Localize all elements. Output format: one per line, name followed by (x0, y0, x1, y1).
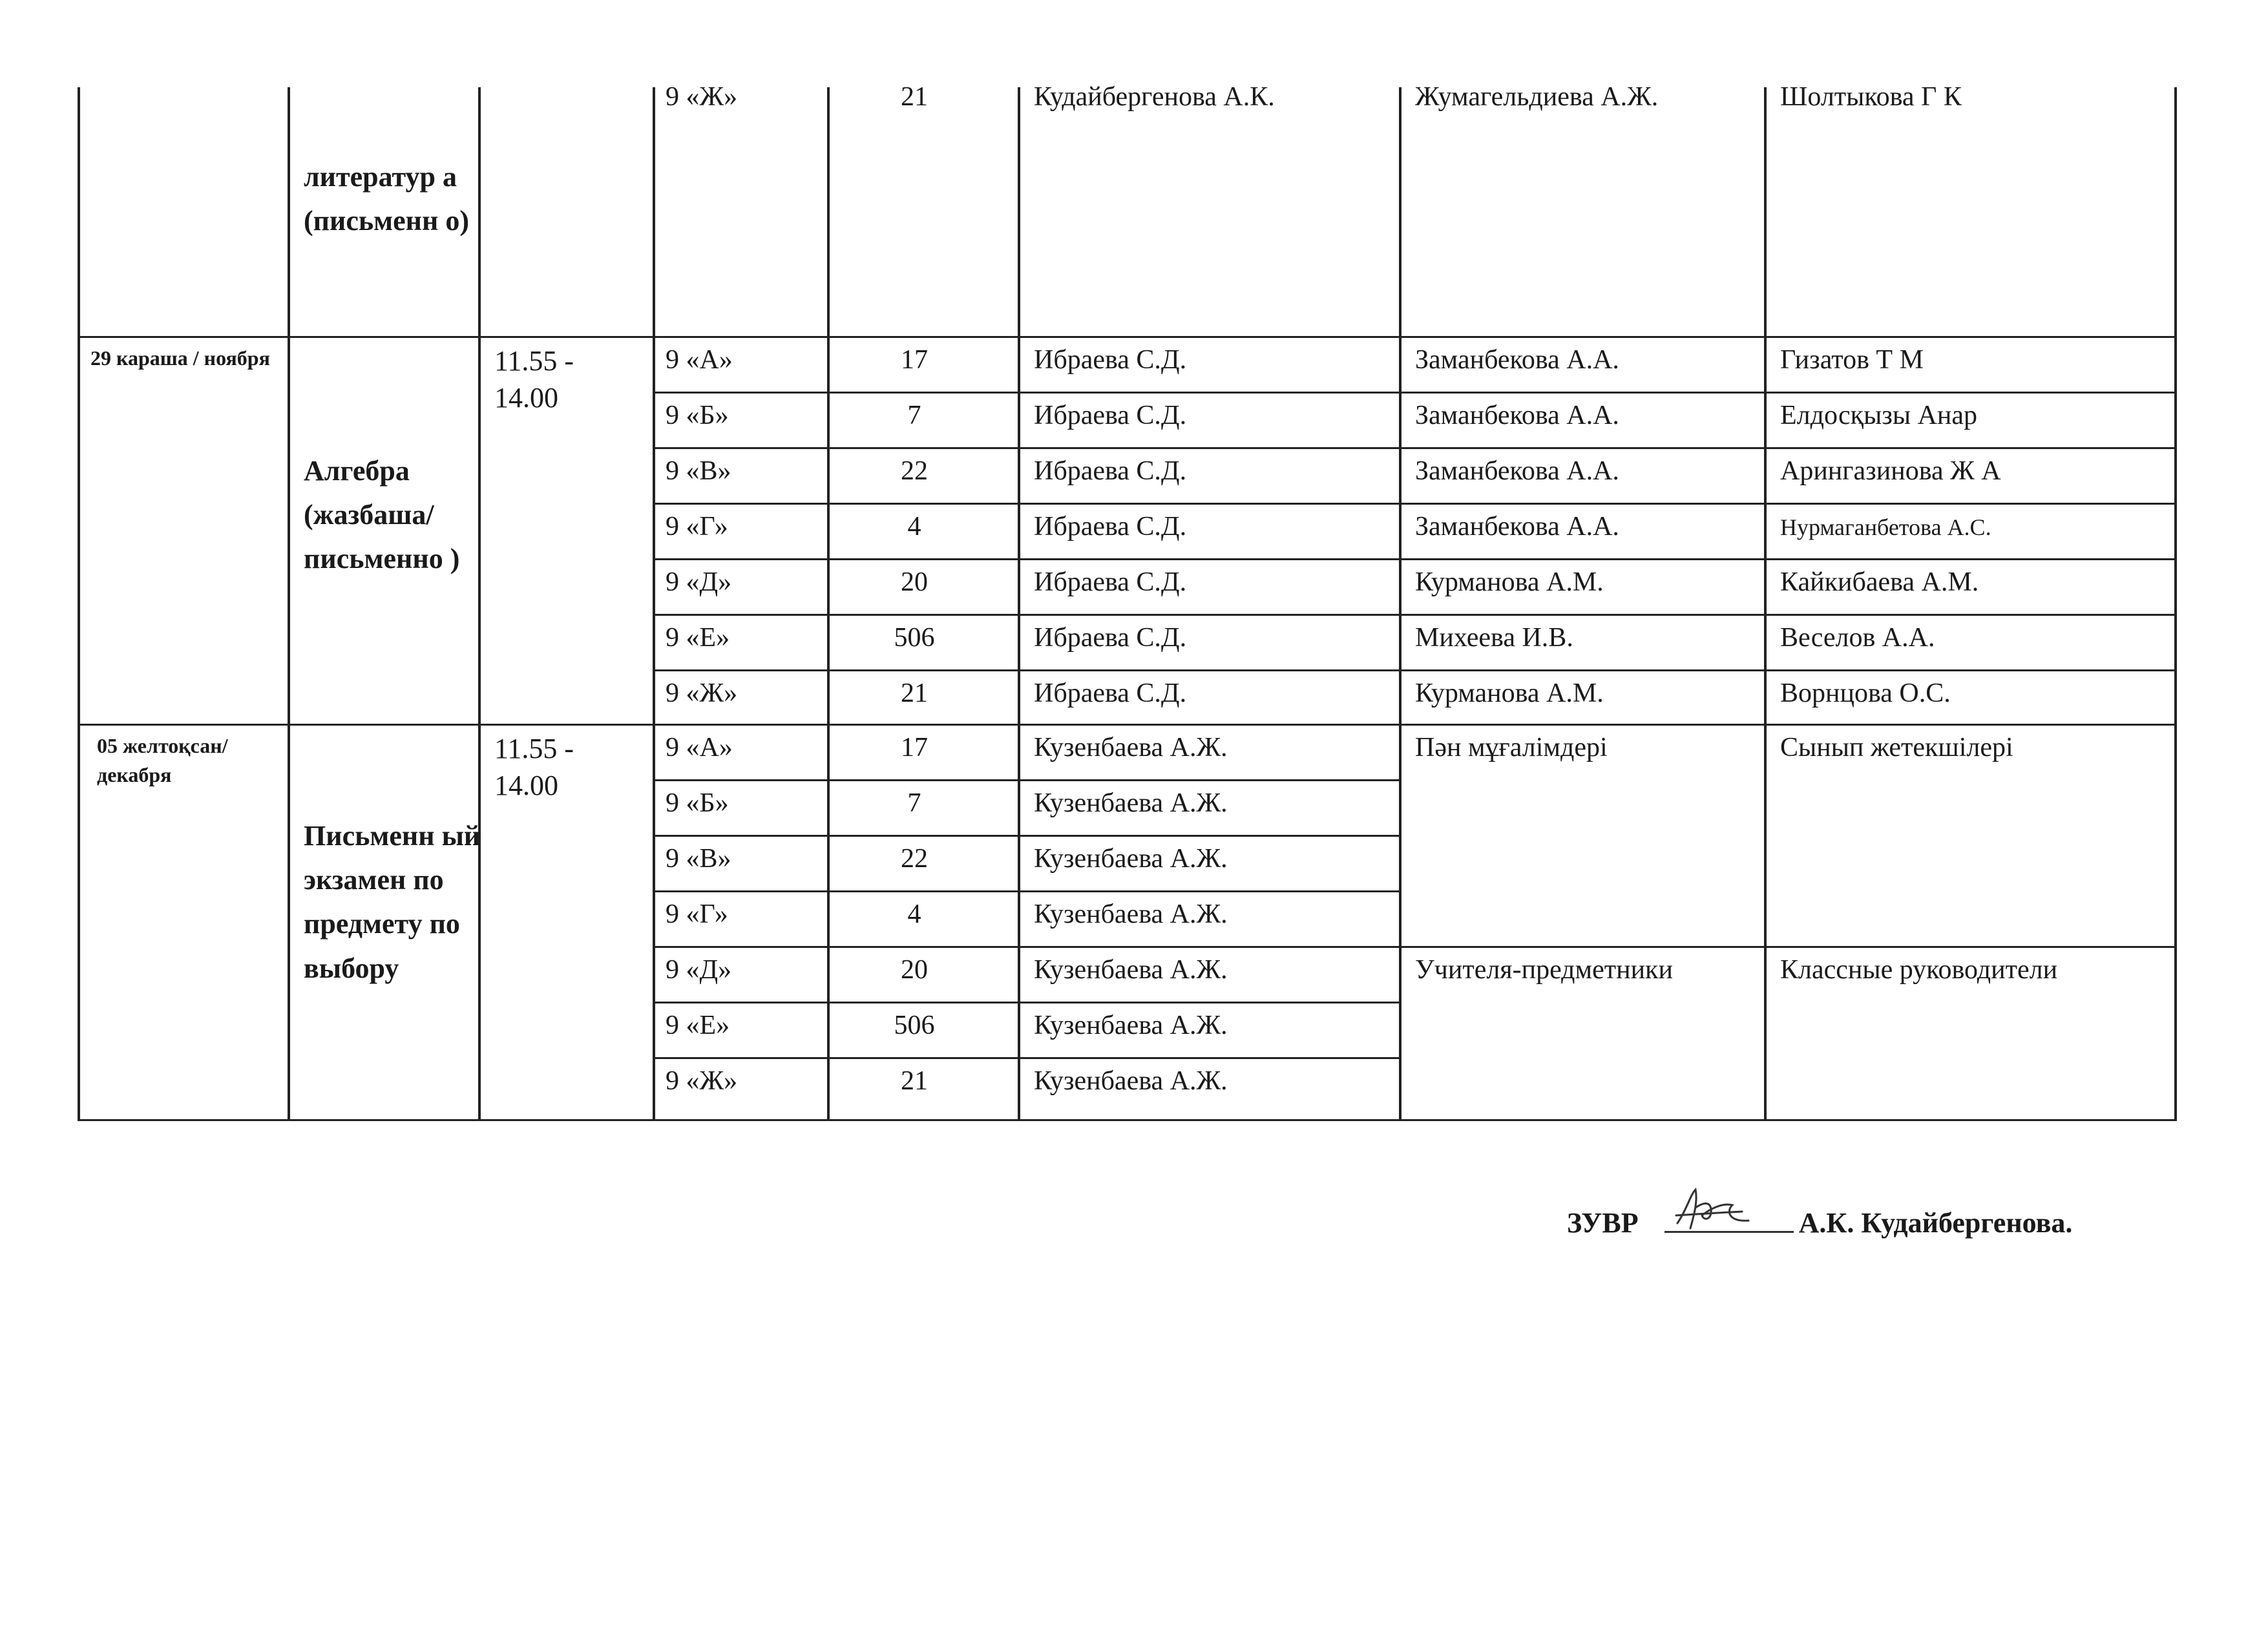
section-divider (78, 724, 2177, 726)
assistant-cell: Курманова А.М. (1415, 567, 1604, 597)
exam-time: 11.55 - 14.00 (494, 733, 574, 802)
supervisor-cell: Арингазинова Ж А (1780, 456, 2001, 486)
supervisor-cell: Кайкибаева А.М. (1780, 567, 1979, 597)
exam-subject: Алгебра (жазбаша/ письменно ) (304, 455, 460, 575)
table-col-divider (1399, 87, 1402, 1121)
teacher-cell: Кузенбаева А.Ж. (1034, 1011, 1228, 1040)
table-border-left (78, 87, 80, 1121)
row-divider (653, 779, 1401, 781)
exam-date: 29 караша / ноября (90, 346, 270, 370)
assistant-group-kz: Пән мұғалімдері (1415, 733, 1608, 762)
assistant-cell: Заманбекова А.А. (1415, 512, 1619, 541)
class-cell: 9 «В» (666, 844, 731, 874)
exam-date: 05 желтоқсан/ декабря (97, 734, 228, 786)
teacher-cell: Ибраева С.Д. (1034, 345, 1187, 375)
class-cell: 9 «Д» (666, 567, 732, 597)
room-cell: 21 (901, 1066, 928, 1096)
class-cell: 9 «Е» (666, 623, 730, 653)
room-cell: 506 (894, 623, 935, 653)
teacher-cell: Кузенбаева А.Ж. (1034, 844, 1228, 874)
table-border-bottom (78, 1119, 2177, 1121)
signer-name: А.К. Кудайбергенова. (1798, 1207, 2073, 1239)
assistant-cell: Заманбекова А.А. (1415, 345, 1619, 375)
table-col-divider (1764, 87, 1767, 1121)
row-divider (653, 946, 2177, 948)
room-cell: 506 (894, 1011, 935, 1040)
row-divider (653, 392, 2177, 394)
room-cell: 22 (901, 456, 928, 486)
room-cell: 7 (907, 401, 921, 430)
assistant-cell: Заманбекова А.А. (1415, 456, 1619, 486)
room-cell: 21 (901, 82, 928, 112)
handwritten-signature-icon (1664, 1183, 1794, 1235)
supervisor-cell: Ворнцова О.С. (1780, 678, 1951, 708)
supervisor-group-kz: Сынып жетекшілері (1780, 733, 2013, 762)
class-cell: 9 «Е» (666, 1011, 730, 1040)
assistant-cell: Михеева И.В. (1415, 623, 1573, 653)
class-cell: 9 «В» (666, 456, 731, 486)
supervisor-cell: Шолтыкова Г К (1780, 82, 1962, 112)
teacher-cell: Кудайбергенова А.К. (1034, 82, 1275, 112)
supervisor-cell: Веселов А.А. (1780, 623, 1935, 653)
row-divider (653, 558, 2177, 560)
supervisor-cell: Елдосқызы Анар (1780, 401, 1978, 430)
assistant-cell: Курманова А.М. (1415, 678, 1604, 708)
assistant-cell: Заманбекова А.А. (1415, 401, 1619, 430)
room-cell: 4 (907, 512, 921, 541)
room-cell: 21 (901, 678, 928, 708)
teacher-cell: Ибраева С.Д. (1034, 456, 1187, 486)
table-col-divider (827, 87, 830, 1121)
row-divider (653, 1002, 1401, 1003)
row-divider (653, 669, 2177, 671)
teacher-cell: Ибраева С.Д. (1034, 623, 1187, 653)
row-divider (653, 835, 1401, 837)
room-cell: 7 (907, 788, 921, 818)
teacher-cell: Кузенбаева А.Ж. (1034, 1066, 1228, 1096)
teacher-cell: Кузенбаева А.Ж. (1034, 733, 1228, 762)
class-cell: 9 «Ж» (666, 82, 738, 112)
supervisor-cell: Гизатов Т М (1780, 345, 1924, 375)
supervisor-group-ru: Классные руководители (1780, 955, 2058, 985)
class-cell: 9 «Б» (666, 788, 729, 818)
row-divider (653, 890, 1401, 892)
class-cell: 9 «Ж» (666, 678, 738, 708)
row-divider (653, 614, 2177, 616)
room-cell: 20 (901, 567, 928, 597)
exam-time: 11.55 - 14.00 (494, 345, 574, 414)
table-col-divider (653, 87, 655, 1121)
table-col-divider (288, 87, 290, 1121)
signer-position: ЗУВР (1567, 1207, 1639, 1239)
row-divider (653, 447, 2177, 449)
room-cell: 17 (901, 733, 928, 762)
table-border-right (2174, 87, 2177, 1121)
subject-literature-fragment: литератур а (письменн о) (304, 161, 470, 237)
class-cell: 9 «Г» (666, 899, 728, 929)
class-cell: 9 «Д» (666, 955, 732, 985)
teacher-cell: Кузенбаева А.Ж. (1034, 788, 1228, 818)
assistant-group-ru: Учителя-предметники (1415, 955, 1673, 985)
teacher-cell: Кузенбаева А.Ж. (1034, 955, 1228, 985)
room-cell: 4 (907, 899, 921, 929)
class-cell: 9 «Г» (666, 512, 728, 541)
teacher-cell: Ибраева С.Д. (1034, 512, 1187, 541)
teacher-cell: Ибраева С.Д. (1034, 678, 1187, 708)
class-cell: 9 «Ж» (666, 1066, 738, 1096)
supervisor-cell: Нурмаганбетова А.С. (1780, 514, 1991, 540)
room-cell: 17 (901, 345, 928, 375)
class-cell: 9 «А» (666, 733, 733, 762)
room-cell: 22 (901, 844, 928, 874)
teacher-cell: Ибраева С.Д. (1034, 401, 1187, 430)
section-divider (78, 336, 2177, 338)
assistant-cell: Жумагельдиева А.Ж. (1415, 82, 1659, 112)
signature-block (1567, 1192, 2072, 1239)
table-col-divider (1018, 87, 1020, 1121)
row-divider (653, 1057, 1401, 1059)
row-divider (653, 503, 2177, 505)
teacher-cell: Ибраева С.Д. (1034, 567, 1187, 597)
signature-line (1664, 1192, 1794, 1233)
exam-subject: Письменн ый экзамен по предмету по выбору (304, 820, 481, 984)
class-cell: 9 «А» (666, 345, 733, 375)
teacher-cell: Кузенбаева А.Ж. (1034, 899, 1228, 929)
room-cell: 20 (901, 955, 928, 985)
class-cell: 9 «Б» (666, 401, 729, 430)
